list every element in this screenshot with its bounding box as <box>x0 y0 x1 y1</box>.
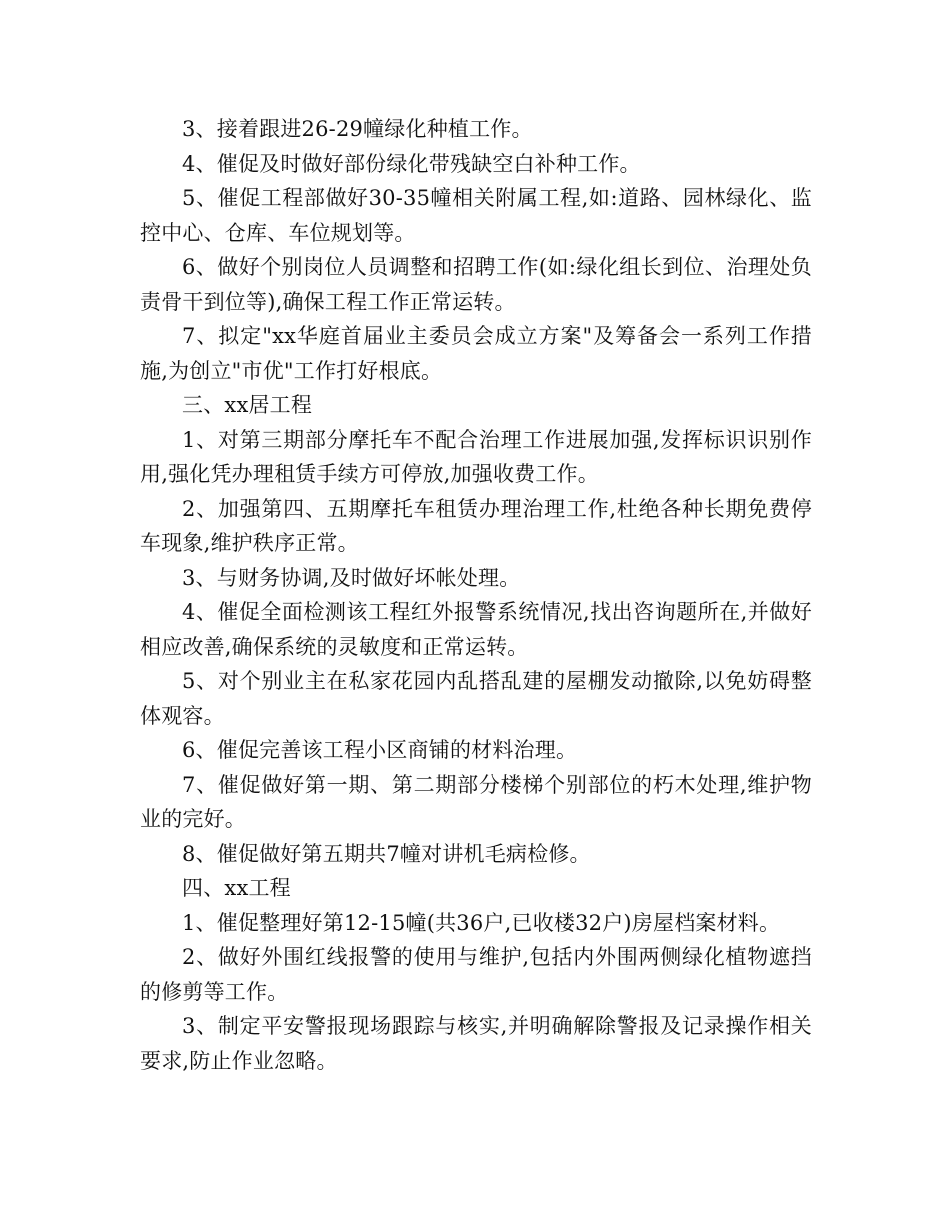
paragraph: 7、催促做好第一期、第二期部分楼梯个别部位的朽木处理,维护物业的完好。 <box>140 772 812 831</box>
paragraph: 2、加强第四、五期摩托车租赁办理治理工作,杜绝各种长期免费停车现象,维护秩序正常。 <box>140 496 812 555</box>
paragraph: 5、催促工程部做好30-35幢相关附属工程,如:道路、园林绿化、监控中心、仓库、车位规划等。 <box>140 186 812 245</box>
paragraph: 3、与财务协调,及时做好坏帐处理。 <box>182 565 521 590</box>
section-heading: 三、xx居工程 <box>182 393 313 417</box>
paragraph: 4、催促及时做好部份绿化带残缺空白补种工作。 <box>182 151 641 176</box>
paragraph: 8、催促做好第五期共7幢对讲机毛病检修。 <box>182 841 591 866</box>
paragraph: 6、做好个别岗位人员调整和招聘工作(如:绿化组长到位、治理处负责骨干到位等),确保工程工作正常运转。 <box>140 255 812 314</box>
paragraph: 2、做好外围红线报警的使用与维护,包括内外围两侧绿化植物遮挡的修剪等工作。 <box>140 945 812 1004</box>
paragraph: 7、拟定"xx华庭首届业主委员会成立方案"及筹备会一系列工作措施,为创立"市优"工作打好根底。 <box>140 324 812 383</box>
paragraph: 3、接着跟进26-29幢绿化种植工作。 <box>182 117 533 141</box>
paragraph: 3、制定平安警报现场跟踪与核实,并明确解除警报及记录操作相关要求,防止作业忽略。 <box>140 1014 812 1073</box>
paragraph: 1、催促整理好第12-15幢(共36户,已收楼32户)房屋档案材料。 <box>182 910 781 935</box>
document-body <box>140 112 812 1078</box>
section-heading: 四、xx工程 <box>182 876 291 900</box>
paragraph: 4、催促全面检测该工程红外报警系统情况,找出咨询题所在,并做好相应改善,确保系统的灵敏度和正常运转。 <box>140 600 812 659</box>
paragraph: 1、对第三期部分摩托车不配合治理工作进展加强,发挥标识识别作用,强化凭办理租赁手续方可停放,加强收费工作。 <box>140 427 812 486</box>
paragraph: 6、催促完善该工程小区商铺的材料治理。 <box>182 738 578 762</box>
paragraph: 5、对个别业主在私家花园内乱搭乱建的屋棚发动撤除,以免妨碍整体观容。 <box>140 669 812 728</box>
